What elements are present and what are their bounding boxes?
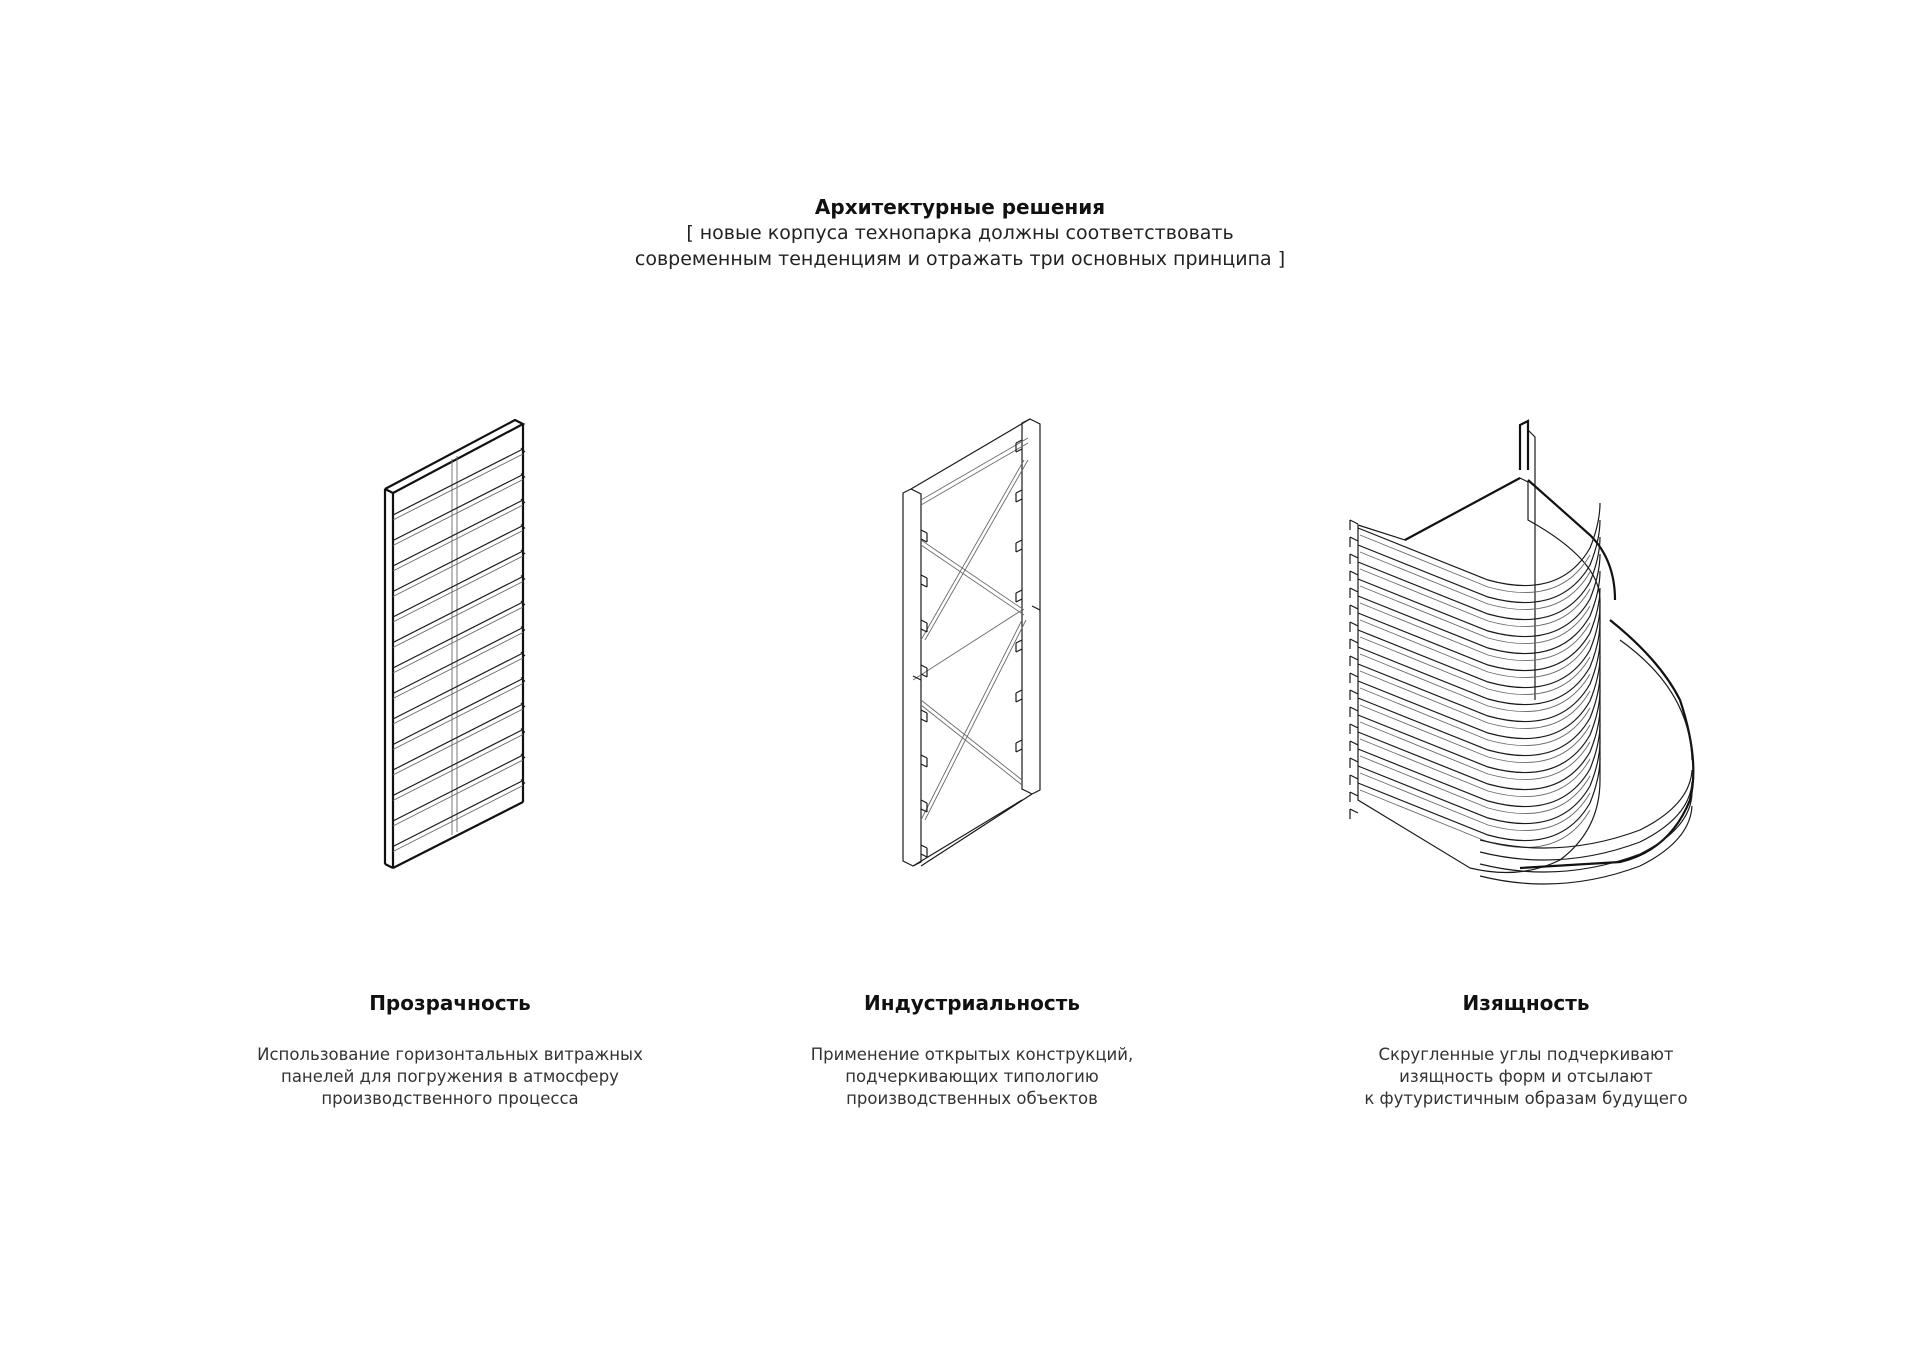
- facade-fin: [1350, 707, 1358, 711]
- frame-bracket: [921, 710, 927, 713]
- frame-bracket: [1016, 649, 1022, 652]
- frame-bracket: [921, 800, 927, 803]
- page-subtitle-line-1: [ новые корпуса технопарка должны соответствовать: [686, 222, 1234, 244]
- frame-bracket: [1016, 749, 1022, 752]
- frame-bracket: [1016, 640, 1022, 643]
- principle-heading: Изящность: [1462, 991, 1590, 1015]
- principle-description: [230, 1044, 670, 1110]
- frame-bracket: [921, 764, 927, 767]
- frame-bracket: [921, 620, 927, 623]
- facade-fin: [1350, 588, 1358, 592]
- principle-description-line: к футуристичным образам будущего: [1364, 1089, 1688, 1108]
- frame-bracket: [921, 530, 927, 533]
- frame-bracket: [921, 674, 927, 677]
- principle-description-line: Применение открытых конструкций,: [810, 1045, 1134, 1064]
- frame-bracket: [1016, 549, 1022, 552]
- facade-fin: [1350, 741, 1358, 745]
- transparency-illustration: [385, 420, 525, 868]
- principle-description-line: производственных объектов: [846, 1089, 1098, 1108]
- principle-heading: Прозрачность: [369, 991, 531, 1015]
- frame-bracket: [921, 719, 927, 722]
- facade-fin: [1350, 656, 1358, 660]
- facade-fin: [1350, 622, 1358, 626]
- frame-bracket: [921, 665, 927, 668]
- principle-description-line: изящность форм и отсылают: [1399, 1067, 1653, 1086]
- frame-bracket: [921, 854, 927, 857]
- facade-fin: [1350, 724, 1358, 728]
- frame-bracket: [1016, 590, 1022, 593]
- frame-bracket: [921, 584, 927, 587]
- facade-fin: [1350, 605, 1358, 609]
- industrial-illustration: [903, 419, 1040, 866]
- principle-industrial: [752, 990, 1192, 1110]
- frame-bracket: [921, 845, 927, 848]
- frame-bracket: [1016, 540, 1022, 543]
- frame-bracket: [1016, 490, 1022, 493]
- principle-description-line: подчеркивающих типологию: [845, 1067, 1099, 1086]
- frame-bracket: [1016, 499, 1022, 502]
- facade-fin: [1350, 571, 1358, 575]
- frame-bracket: [1016, 699, 1022, 702]
- facade-fin: [1350, 690, 1358, 694]
- frame-bracket: [1016, 599, 1022, 602]
- principle-description: [752, 1044, 1192, 1110]
- facade-fin: [1350, 809, 1358, 813]
- facade-fin: [1350, 537, 1358, 541]
- facade-fin: [1350, 758, 1358, 762]
- elegance-illustration: [1350, 421, 1693, 884]
- principle-description: [1306, 1044, 1746, 1110]
- facade-fin: [1350, 520, 1358, 524]
- page-subtitle-line-2: современным тенденциям и отражать три основных принципа ]: [634, 248, 1286, 270]
- facade-fin: [1350, 554, 1358, 558]
- facade-fin: [1350, 775, 1358, 779]
- frame-bracket: [921, 575, 927, 578]
- frame-bracket: [1016, 740, 1022, 743]
- facade-fin: [1350, 673, 1358, 677]
- page-title: Архитектурные решения: [814, 195, 1106, 219]
- facade-fin: [1350, 639, 1358, 643]
- principle-description-line: панелей для погружения в атмосферу: [281, 1067, 619, 1086]
- facade-fin: [1350, 792, 1358, 796]
- principle-elegance: [1306, 990, 1746, 1110]
- principle-description-line: Скругленные углы подчеркивают: [1378, 1045, 1674, 1064]
- frame-bracket: [1016, 690, 1022, 693]
- principle-transparency: [230, 990, 670, 1110]
- principle-description-line: производственного процесса: [321, 1089, 579, 1108]
- frame-bracket: [921, 755, 927, 758]
- principle-heading: Индустриальность: [864, 991, 1080, 1015]
- principle-description-line: Использование горизонтальных витражных: [257, 1045, 643, 1064]
